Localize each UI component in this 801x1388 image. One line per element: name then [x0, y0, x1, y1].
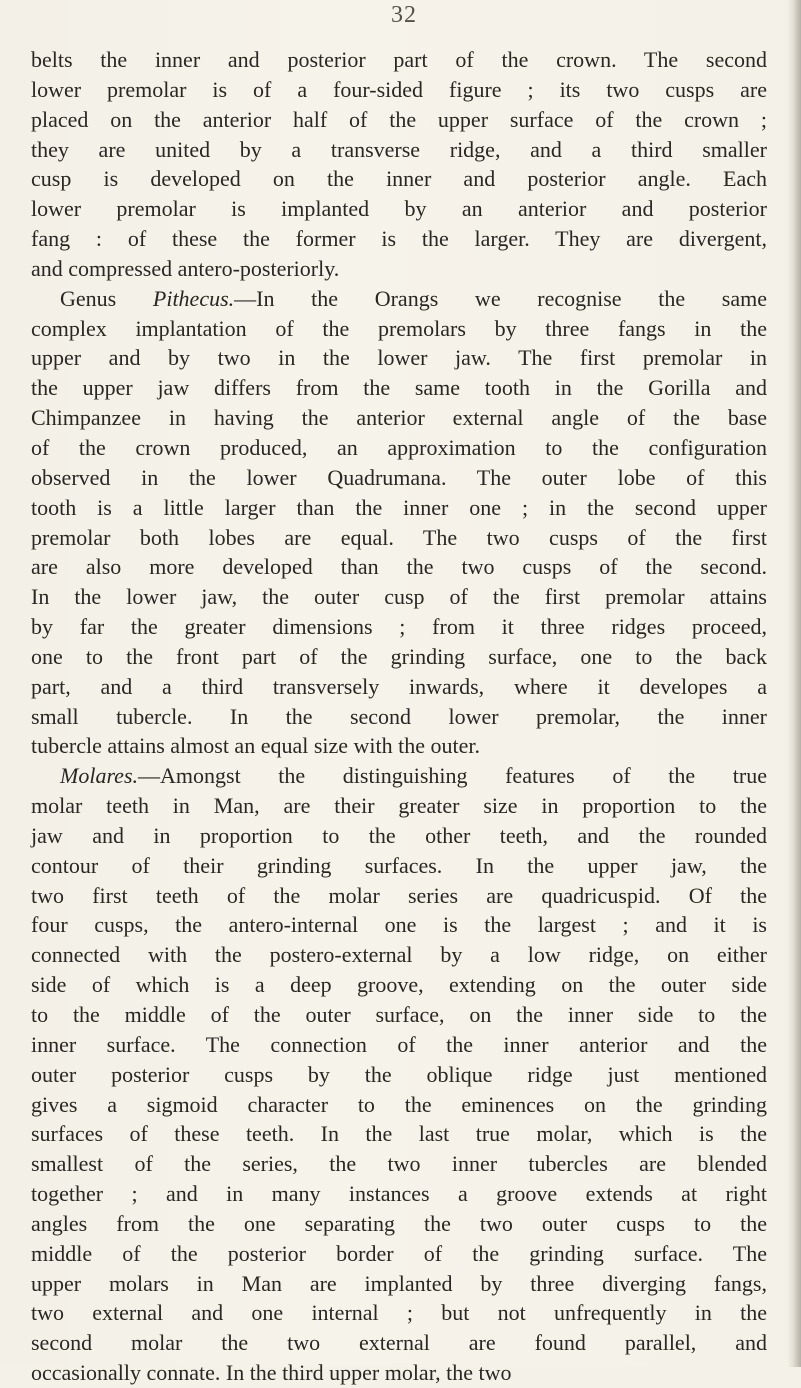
line-text: small tubercle. In the second lower premolar, the inner [31, 703, 767, 729]
line-text: tubercle attains almost an equal size with the outer. [31, 733, 481, 759]
line-text: by far the greater dimensions ; from it three ridges proceed, [31, 614, 767, 640]
text-line [31, 672, 767, 702]
text-line [31, 702, 767, 732]
text-line [31, 1149, 767, 1179]
line-text: the upper jaw differs from the same tooth in the Gorilla and [31, 375, 767, 401]
line-text: placed on the anterior half of the upper surface of the crown ; [31, 106, 767, 132]
line-text: jaw and in proportion to the other teeth, and the rounded [31, 822, 767, 848]
line-text: gives a sigmoid character to the eminences on the grinding [31, 1091, 767, 1117]
line-text: fang : of these the former is the larger. They are divergent, [31, 226, 767, 252]
line-text: —In the Orangs we recognise the same [234, 285, 767, 311]
text-line [31, 75, 767, 105]
text-line [31, 1090, 767, 1120]
line-text: In the lower jaw, the outer cusp of the first premolar attains [31, 584, 767, 610]
line-text: and compressed antero-posteriorly. [31, 255, 340, 281]
text-line [31, 403, 767, 433]
line-text: second molar the two external are found parallel, and [31, 1330, 767, 1356]
text-line [31, 1060, 767, 1090]
line-text: are also more developed than the two cusps of the second. [31, 554, 767, 580]
text-line [31, 314, 767, 344]
text-line [31, 1119, 767, 1149]
line-text: tooth is a little larger than the inner one ; in the second upper [31, 494, 767, 520]
line-text: upper molars in Man are implanted by three diverging fangs, [31, 1270, 767, 1296]
text-line [31, 761, 767, 791]
line-text: together ; and in many instances a groove extends at right [31, 1181, 767, 1207]
line-text: one to the front part of the grinding surface, one to the back [31, 643, 767, 669]
line-text: they are united by a transverse ridge, and a third smaller [31, 136, 767, 162]
line-text: Chimpanzee in having the anterior external angle of the base [31, 405, 767, 431]
line-text: angles from the one separating the two outer cusps to the [31, 1210, 767, 1236]
text-line [31, 343, 767, 373]
text-line [31, 1269, 767, 1299]
text-line [31, 433, 767, 463]
text-line [31, 254, 767, 284]
line-text: observed in the lower Quadrumana. The outer lobe of this [31, 464, 767, 490]
line-text: premolar both lobes are equal. The two cusps of the first [31, 524, 767, 550]
text-line [31, 582, 767, 612]
text-line [31, 821, 767, 851]
text-line [31, 851, 767, 881]
line-text: to the middle of the outer surface, on the inner side to the [31, 1002, 767, 1027]
text-line [31, 1239, 767, 1269]
line-text: cusp is developed on the inner and posterior angle. Each [31, 166, 767, 192]
line-prefix: Genus [60, 285, 153, 311]
text-line [31, 791, 767, 821]
text-line [31, 881, 767, 911]
text-line [31, 135, 767, 165]
line-text: smallest of the series, the two inner tubercles are blended [31, 1151, 767, 1177]
text-line [31, 1298, 767, 1328]
text-line [31, 642, 767, 672]
text-line [31, 45, 767, 75]
line-text: outer posterior cusps by the oblique ridge just mentioned [31, 1061, 767, 1087]
text-line [31, 523, 767, 553]
line-text: two first teeth of the molar series are quadricuspid. Of the [31, 882, 767, 908]
text-line [31, 105, 767, 135]
line-text: middle of the posterior border of the grinding surface. The [31, 1240, 767, 1266]
text-line [31, 552, 767, 582]
text-line [31, 1358, 767, 1388]
section-heading-italic: Pithecus. [152, 285, 235, 311]
page-number: 32 [391, 2, 417, 28]
line-text: two external and one internal ; but not unfrequently in the [31, 1300, 767, 1326]
text-line [31, 970, 767, 1000]
line-text: four cusps, the antero-internal one is the largest ; and it is [31, 912, 767, 938]
line-text: occasionally connate. In the third upper molar, the two [31, 1360, 512, 1386]
text-line [31, 1000, 767, 1030]
text-line [31, 493, 767, 523]
text-line [31, 940, 767, 970]
text-line [31, 731, 767, 761]
text-line [31, 1179, 767, 1209]
line-text: side of which is a deep groove, extending on the outer side [31, 972, 767, 998]
text-line [31, 224, 767, 254]
body-text [31, 45, 767, 1388]
text-line [31, 284, 767, 314]
text-line [31, 463, 767, 493]
text-line [31, 373, 767, 403]
text-line [31, 910, 767, 940]
text-line [31, 612, 767, 642]
text-line [31, 1030, 767, 1060]
line-text: —Amongst the distinguishing features of the true [138, 763, 767, 789]
line-text: belts the inner and posterior part of the crown. The second [31, 47, 767, 72]
text-line [31, 1328, 767, 1358]
text-line [31, 194, 767, 224]
line-text: connected with the postero-external by a low ridge, on either [31, 942, 767, 968]
line-text: of the crown produced, an approximation to the configuration [31, 434, 767, 460]
line-text: contour of their grinding surfaces. In the upper jaw, the [31, 852, 767, 878]
line-text: lower premolar is implanted by an anterior and posterior [31, 196, 767, 222]
line-text: upper and by two in the lower jaw. The first premolar in [31, 345, 767, 371]
line-text: surfaces of these teeth. In the last true molar, which is the [31, 1121, 767, 1147]
line-text: complex implantation of the premolars by three fangs in the [31, 315, 767, 341]
page-edge-shadow [787, 0, 801, 1367]
line-text: lower premolar is of a four-sided figure ; its two cusps are [31, 76, 767, 102]
text-line [31, 1209, 767, 1239]
line-text: inner surface. The connection of the inner anterior and the [31, 1031, 767, 1057]
text-line [31, 164, 767, 194]
line-text: part, and a third transversely inwards, where it developes a [31, 673, 767, 699]
line-text: molar teeth in Man, are their greater size in proportion to the [31, 793, 767, 819]
section-heading-italic: Molares. [60, 763, 139, 789]
